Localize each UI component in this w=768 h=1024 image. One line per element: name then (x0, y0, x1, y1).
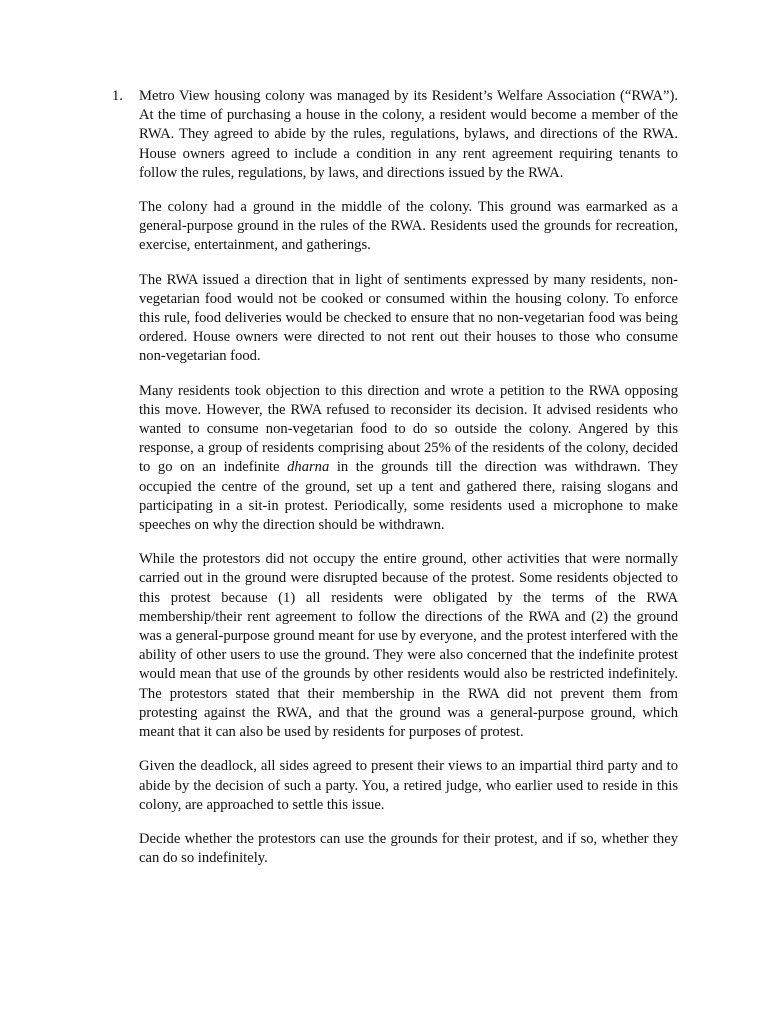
protest-text-after: in the grounds till the direction was withdrawn. They occupied the centre of the ground, set up a tent and gathered there, raising slogans and participating in a sit-in protest. Periodically, some residents used a microphone to make speeches on why the direction should be withdrawn. (139, 459, 678, 534)
dharna-term: dharna (287, 459, 330, 476)
paragraph-rwa-direction: The RWA issued a direction that in light of sentiments expressed by many residents, non-vegetarian food would not be cooked or consumed within the housing colony. To enforce this rule, food deliveries would be checked to ensure that no non-vegetarian food was being ordered. House owners were directed to not rent out their houses to those who consume non-vegetarian food. (139, 271, 678, 365)
paragraph-question: Decide whether the protestors can use the grounds for their protest, and if so, whether they can do so indefinitely. (139, 830, 678, 867)
numbered-question (112, 87, 678, 883)
paragraph-protest (139, 382, 678, 536)
protest-text-before: Many residents took objection to this direction and wrote a petition to the RWA opposing this move. However, the RWA refused to reconsider its decision. It advised residents who wanted to consume non-vegetarian food to do so outside the colony. Angered by this response, a group of residents comprising about 25% of the residents of the colony, decided to go on an indefinite (139, 382, 678, 476)
paragraph-rwa-background: Metro View housing colony was managed by its Resident’s Welfare Association (“RWA”). At the time of purchasing a house in the colony, a resident would become a member of the RWA. They agreed to abide by the rules, regulations, bylaws, and directions of the RWA. House owners agreed to include a condition in any rent agreement requiring tenants to follow the rules, regulations, by laws, and directions issued by the RWA. (139, 88, 678, 181)
item-number: 1. (112, 88, 123, 104)
paragraph-objections: While the protestors did not occupy the entire ground, other activities that were normally carried out in the ground were disrupted because of the protest. Some residents objected to this protest because (1) all residents were obligated by the terms of the RWA membership/their rent agreement to follow the directions of the RWA and (2) the ground was a general-purpose ground meant for use by everyone, and the protest interfered with the ability of other users to use the ground. They were also concerned that the indefinite protest would mean that use of the grounds by other residents would also be restricted indefinitely. The protestors stated that their membership in the RWA did not prevent them from protesting against the RWA, and that the ground was a general-purpose ground, which meant that it can also be used by residents for purposes of protest. (139, 551, 678, 741)
question-body (139, 87, 678, 868)
paragraph-deadlock: Given the deadlock, all sides agreed to present their views to an impartial third party and to abide by the decision of such a party. You, a retired judge, who earlier used to reside in this colony, are approached to settle this issue. (139, 758, 678, 813)
paragraph-ground-description: The colony had a ground in the middle of the colony. This ground was earmarked as a general-purpose ground in the rules of the RWA. Residents used the grounds for recreation, exercise, entertainment, and gatherings. (139, 199, 678, 254)
